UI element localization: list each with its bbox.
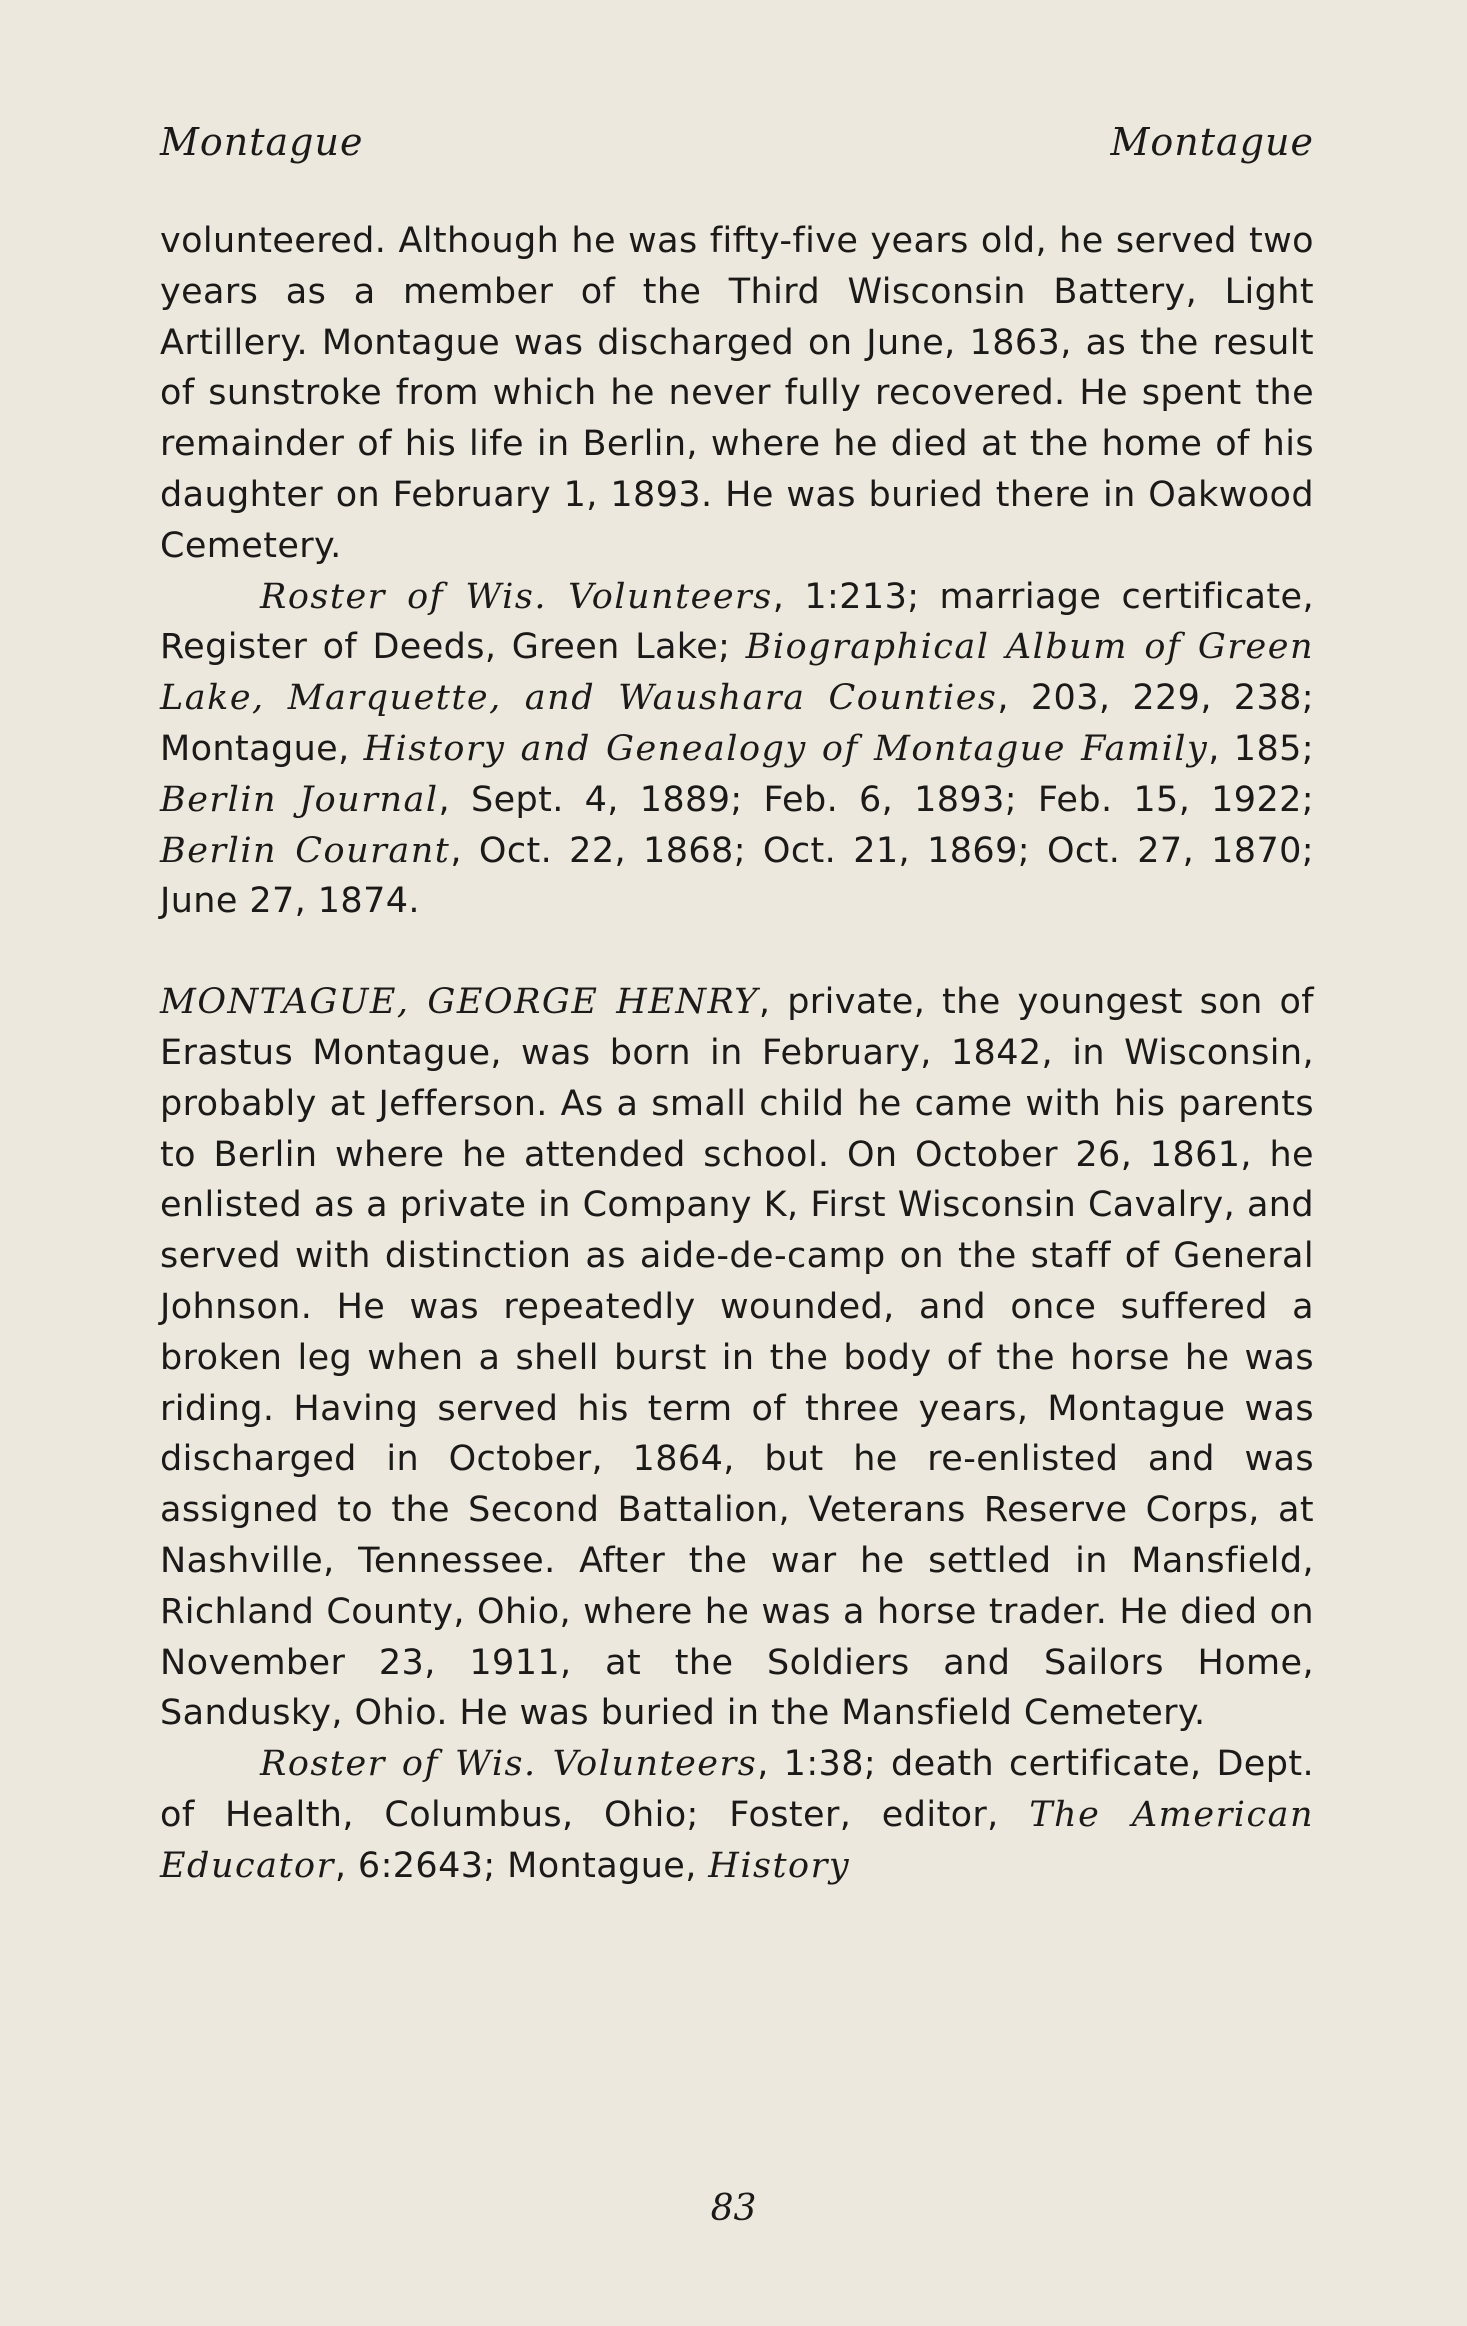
entry-sources-paragraph: Roster of Wis. Volunteers, 1:38; death certificate, Dept. of Health, Columbus, Ohio; Foster, editor, The American Educator, 6:2643; Montague, History [160,1744,1314,1886]
source-title: Berlin Courant [160,830,451,871]
running-head-left: Montague [160,120,364,164]
source-title: History and Genealogy of Montague Family [363,728,1209,769]
entry-name: MONTAGUE, GEORGE HENRY [160,982,759,1023]
source-title: Berlin Journal [160,779,439,820]
running-head [160,120,1314,164]
main-text [160,216,1314,1892]
source-title: Roster of Wis. Volunteers [260,1744,758,1785]
page-number: 83 [710,2188,757,2229]
source-title: The American Educator [160,1794,1314,1886]
entry-paragraph: MONTAGUE, GEORGE HENRY, private, the youngest son of Erastus Montague, was born in February, 1842, in Wisconsin, probably at Jefferson. As a small child he came with his parents to Berlin where he attended school. On October 26, 1861, he enlisted as a private in Company K, First Wisconsin Cavalry, and served with distinction as aide-de-camp on the staff of General Johnson. He was repeatedly wounded, and once suffered a broken leg when a shell burst in the body of the horse he was riding. Having served his term of three years, Montague was discharged in October, 1864, but he re-enlisted and was assigned to the Second Battalion, Veterans Reserve Corps, at Nashville, Tennessee. After the war he settled in Mansfield, Richland County, Ohio, where he was a horse trader. He died on November 23, 1911, at the Soldiers and Sailors Home, Sandusky, Ohio. He was buried in the Mansfield Cemetery. [160,982,1314,1734]
entry-continuation-paragraph: volunteered. Although he was fifty-five years old, he served two years as a member of the Third Wisconsin Battery, Light Artillery. Montague was discharged on June, 1863, as the result of sunstroke from which he never fully recovered. He spent the remainder of his life in Berlin, where he died at the home of his daughter on February 1, 1893. He was buried there in Oakwood Cemetery. [160,221,1314,566]
source-title: History [708,1845,851,1886]
entry-sources-paragraph: Roster of Wis. Volunteers, 1:213; marriage certificate, Register of Deeds, Green Lake; Biographical Album of Green Lake, Marquette, and Waushara Counties, 203, 229, 238; Montague, History and Genealogy of Montague Family, 185; Berlin Journal, Sept. 4, 1889; Feb. 6, 1893; Feb. 15, 1922; Berlin Courant, Oct. 22, 1868; Oct. 21, 1869; Oct. 27, 1870; June 27, 1874. [160,576,1315,922]
running-head-right: Montague [1110,120,1314,164]
source-title: Roster of Wis. Volunteers [260,576,773,617]
source-title: Biographical Album of Green Lake, Marquette, and Waushara Counties [160,627,1314,719]
